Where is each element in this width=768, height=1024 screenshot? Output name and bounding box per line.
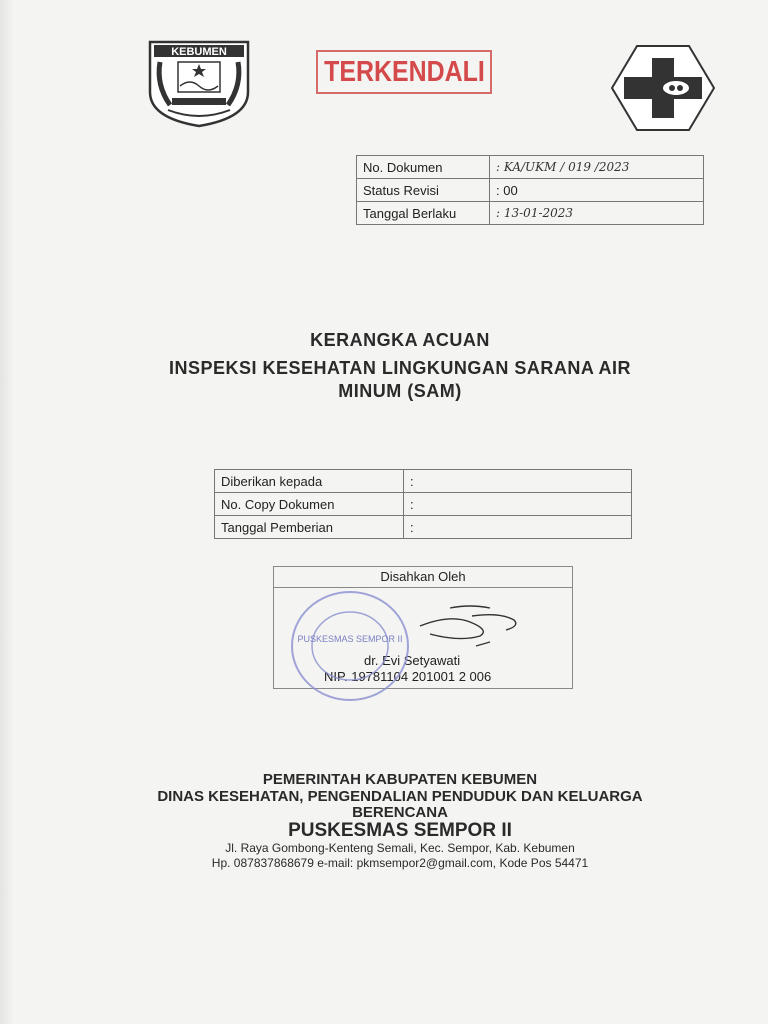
kebumen-crest-icon xyxy=(148,40,250,128)
svg-text:KEBUMEN: KEBUMEN xyxy=(171,46,227,58)
footer-government: PEMERINTAH KABUPATEN KEBUMEN xyxy=(262,771,538,788)
approval-header: Disahkan Oleh xyxy=(274,567,572,588)
title-line-1: KERANGKA ACUAN xyxy=(310,330,490,350)
table-row xyxy=(215,470,632,493)
table-row xyxy=(357,156,704,179)
dist-label: Diberikan kepada xyxy=(215,470,404,493)
distribution-table xyxy=(214,469,632,539)
dist-label: No. Copy Dokumen xyxy=(215,493,404,516)
document-info-table xyxy=(356,155,704,225)
doc-label: Tanggal Berlaku xyxy=(357,202,490,225)
stamp-text: TERKENDALI xyxy=(323,55,485,88)
scan-edge xyxy=(0,0,14,1024)
footer-address: Jl. Raya Gombong-Kenteng Semali, Kec. Sempor, Kab. Kebumen xyxy=(225,841,575,855)
signer-nip: NIP. 19781104 201001 2 006 xyxy=(324,669,492,684)
footer-organization: PUSKESMAS SEMPOR II xyxy=(288,820,512,841)
table-row xyxy=(357,202,704,225)
title-line-2: INSPEKSI KESEHATAN LINGKUNGAN SARANA AIR xyxy=(168,358,632,378)
title-line-3: MINUM (SAM) xyxy=(338,381,462,401)
table-row xyxy=(357,179,704,202)
stamp-inner-text: PUSKESMAS SEMPOR II xyxy=(297,634,403,644)
footer-agency-cont: BERENCANA xyxy=(352,804,448,821)
dist-value: : xyxy=(404,493,632,516)
doc-label: No. Dokumen xyxy=(357,156,490,179)
footer-agency: DINAS KESEHATAN, PENGENDALIAN PENDUDUK DAN KELUARGA xyxy=(157,788,643,805)
doc-value: : 00 xyxy=(490,179,704,202)
doc-label: Status Revisi xyxy=(357,179,490,202)
dist-value: : xyxy=(404,470,632,493)
official-round-stamp-icon xyxy=(288,588,412,704)
controlled-stamp xyxy=(316,50,492,94)
health-cross-icon xyxy=(610,44,716,132)
doc-value: : KA/UKM / 019 /2023 xyxy=(490,156,704,179)
table-row xyxy=(215,493,632,516)
signature-icon xyxy=(410,596,530,656)
table-row xyxy=(215,516,632,539)
dist-value: : xyxy=(404,516,632,539)
footer-contact: Hp. 087837868679 e-mail: pkmsempor2@gmail.com, Kode Pos 54471 xyxy=(211,856,589,870)
doc-value: : 13-01-2023 xyxy=(490,202,704,225)
dist-label: Tanggal Pemberian xyxy=(215,516,404,539)
signer-name: dr. Evi Setyawati xyxy=(364,653,461,668)
